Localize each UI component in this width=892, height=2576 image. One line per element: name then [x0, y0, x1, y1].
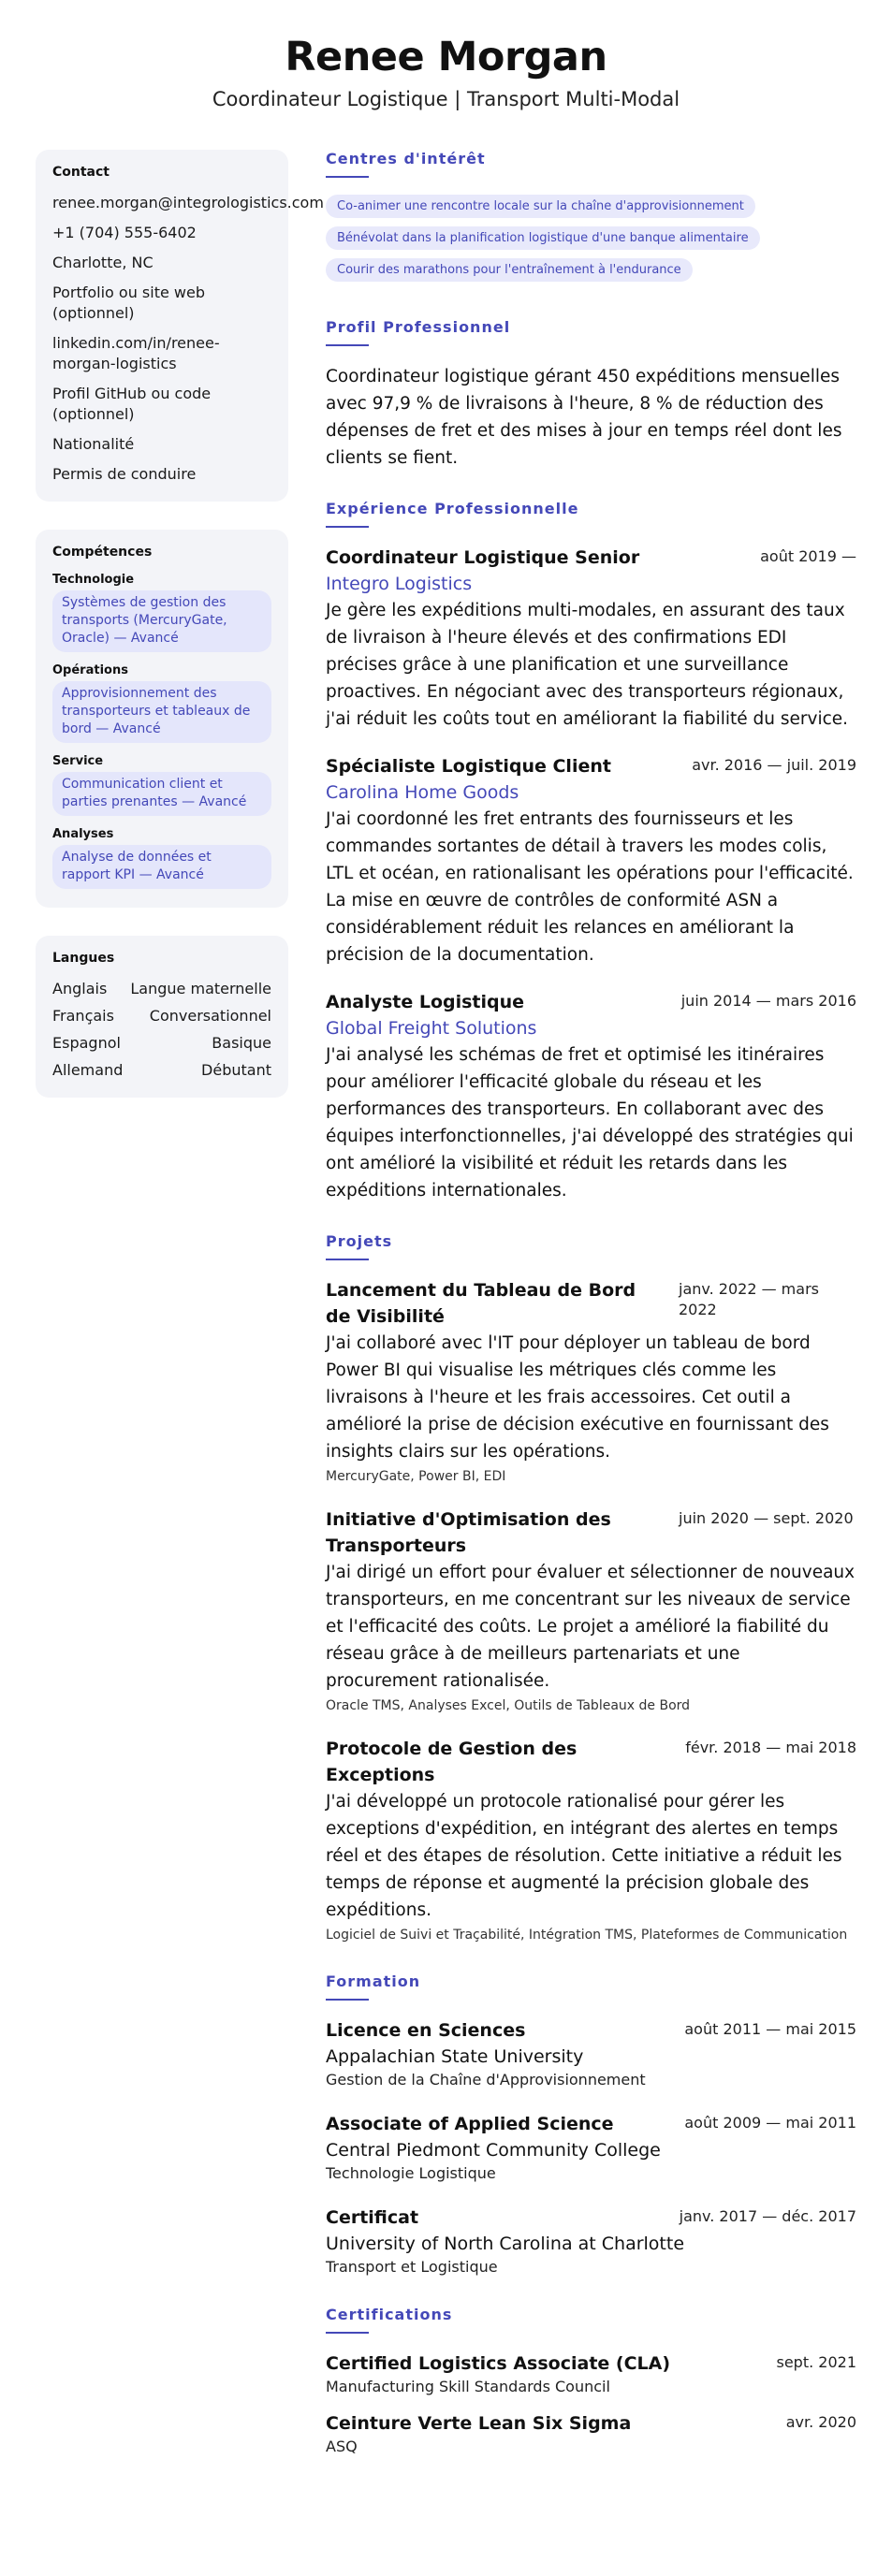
project-date: févr. 2018 — mai 2018	[685, 1739, 856, 1756]
skill-pill: Approvisionnement des transporteurs et tableaux de bord — Avancé	[52, 681, 271, 743]
school-name: Appalachian State University	[326, 2046, 584, 2067]
language-row	[52, 1006, 271, 1026]
contact-heading: Contact	[52, 165, 110, 180]
experience-entry	[326, 989, 856, 1204]
interest-pill: Courir des marathons pour l'entraînement à l'endurance	[326, 258, 693, 282]
skill-pill: Systèmes de gestion des transports (MercuryGate, Oracle) — Avancé	[52, 590, 271, 652]
sidebar	[36, 150, 324, 1126]
job-title: Analyste Logistique	[326, 992, 525, 1012]
interest-pill: Bénévolat dans la planification logistique d'une banque alimentaire	[326, 226, 760, 250]
degree-date: janv. 2017 — déc. 2017	[679, 2207, 856, 2225]
section-divider	[326, 344, 369, 346]
field-of-study: Gestion de la Chaîne d'Approvisionnement	[326, 2071, 646, 2088]
job-company: Carolina Home Goods	[326, 782, 519, 803]
project-title: Initiative d'Optimisation des Transporteurs	[326, 1509, 611, 1556]
contact-location: Charlotte, NC	[52, 254, 154, 271]
certification-date: sept. 2021	[776, 2353, 856, 2371]
interests-heading: Centres d'intérêt	[326, 150, 486, 167]
skill-category: Analyses	[52, 827, 114, 841]
language-row	[52, 1060, 271, 1081]
project-date: janv. 2022 — mars 2022	[679, 1280, 819, 1318]
section-divider	[326, 176, 369, 178]
experience-heading: Expérience Professionnelle	[326, 500, 579, 517]
education-entry	[326, 2111, 856, 2184]
interest-pill: Co-animer une rencontre locale sur la chaîne d'approvisionnement	[326, 195, 755, 218]
degree-date: août 2009 — mai 2011	[684, 2114, 856, 2132]
job-date: août 2019 —	[760, 547, 856, 565]
certification-date: avr. 2020	[785, 2413, 856, 2431]
job-date: juin 2014 — mars 2016	[680, 992, 856, 1010]
section-divider	[326, 526, 369, 528]
job-company: Global Freight Solutions	[326, 1018, 537, 1039]
contact-nationality: Nationalité	[52, 435, 135, 453]
profile-section	[326, 318, 856, 472]
school-name: Central Piedmont Community College	[326, 2140, 661, 2161]
skill-category: Technologie	[52, 573, 135, 587]
main-content	[326, 150, 856, 2485]
contact-phone: +1 (704) 555-6402	[52, 224, 197, 241]
degree-title: Certificat	[326, 2207, 419, 2228]
field-of-study: Technologie Logistique	[326, 2164, 496, 2182]
section-divider	[326, 1259, 369, 1260]
certification-entry	[326, 2350, 856, 2397]
projects-section	[326, 1232, 856, 1944]
resume-columns	[36, 150, 856, 2485]
skill-category: Opérations	[52, 663, 128, 677]
contact-email[interactable]: renee.morgan@integrologistics.com	[52, 194, 324, 211]
project-title: Lancement du Tableau de Bord de Visibilité	[326, 1280, 636, 1327]
project-tech: Oracle TMS, Analyses Excel, Outils de Tableaux de Bord	[326, 1698, 691, 1713]
job-title: Spécialiste Logistique Client	[326, 756, 611, 777]
skill-pill: Analyse de données et rapport KPI — Avancé	[52, 845, 271, 889]
certification-org: Manufacturing Skill Standards Council	[326, 2378, 610, 2395]
languages-heading: Langues	[52, 951, 115, 966]
certification-name: Ceinture Verte Lean Six Sigma	[326, 2413, 632, 2434]
interests-section	[326, 150, 856, 290]
degree-title: Licence en Sciences	[326, 2020, 526, 2041]
job-date: avr. 2016 — juil. 2019	[692, 756, 856, 774]
job-description: J'ai analysé les schémas de fret et optimisé les itinéraires pour améliorer l'efficacité globale du réseau et les performances des transporteurs. En collaborant avec des équipes interfonctionnelles, j'ai développé des stratégies qui ont amélioré la visibilité et réduit les retards dans les expéditions internationales.	[326, 1045, 854, 1201]
certification-org: ASQ	[326, 2438, 358, 2455]
education-entry	[326, 2205, 856, 2278]
certification-entry	[326, 2410, 856, 2457]
project-entry	[326, 1277, 856, 1486]
profile-heading: Profil Professionnel	[326, 318, 511, 336]
project-entry	[326, 1506, 856, 1715]
job-company: Integro Logistics	[326, 574, 473, 594]
contact-license: Permis de conduire	[52, 465, 197, 483]
contact-website[interactable]: Portfolio ou site web (optionnel)	[52, 284, 205, 322]
degree-title: Associate of Applied Science	[326, 2114, 614, 2134]
contact-github[interactable]: Profil GitHub ou code (optionnel)	[52, 385, 212, 423]
projects-heading: Projets	[326, 1232, 393, 1250]
project-date: juin 2020 — sept. 2020	[679, 1509, 854, 1527]
resume-header	[36, 0, 856, 150]
project-description: J'ai dirigé un effort pour évaluer et sélectionner de nouveaux transporteurs, en me concentrant sur les niveaux de service et l'efficacité des coûts. Le projet a amélioré la fiabilité du réseau grâce à de meilleurs partenariats et une procurement rationalisée.	[326, 1563, 855, 1691]
project-title: Protocole de Gestion des Exceptions	[326, 1739, 578, 1785]
interests-list	[326, 195, 856, 290]
language-row	[52, 979, 271, 999]
project-entry	[326, 1736, 856, 1944]
section-divider	[326, 1999, 369, 2001]
language-name: Français	[52, 1007, 114, 1025]
certifications-section	[326, 2306, 856, 2457]
education-section	[326, 1972, 856, 2278]
experience-section	[326, 500, 856, 1204]
job-title: Coordinateur Logistique Senior	[326, 547, 640, 568]
skills-card	[36, 530, 288, 908]
language-row	[52, 1033, 271, 1054]
language-level: Conversationnel	[149, 1007, 271, 1025]
language-level: Basique	[212, 1034, 271, 1052]
project-description: J'ai développé un protocole rationalisé pour gérer les exceptions d'expédition, en intégrant des alertes en temps réel et des étapes de résolution. Cette initiative a réduit les temps de réponse et augmenté la précision globale des expéditions.	[326, 1792, 842, 1920]
contact-card	[36, 150, 324, 502]
languages-card	[36, 936, 288, 1098]
language-name: Anglais	[52, 980, 108, 997]
education-entry	[326, 2017, 856, 2090]
skills-heading: Compétences	[52, 545, 153, 560]
school-name: University of North Carolina at Charlotte	[326, 2234, 685, 2254]
job-description: J'ai coordonné les fret entrants des fournisseurs et les commandes sortantes de détail à travers les modes colis, LTL et océan, en rationalisant les opérations pour l'efficacité. La mise en œuvre de contrôles de conformité ASN a considérablement réduit les relances en améliorant la précision de la documentation.	[326, 809, 854, 965]
project-tech: Logiciel de Suivi et Traçabilité, Intégration TMS, Plateformes de Communication	[326, 1928, 848, 1943]
language-level: Débutant	[201, 1061, 271, 1079]
language-name: Espagnol	[52, 1034, 121, 1052]
profile-text: Coordinateur logistique gérant 450 expéditions mensuelles avec 97,9 % de livraisons à l'heure, 8 % de réduction des dépenses de fret et des mises à jour en temps réel dont les clients se fient.	[326, 367, 842, 468]
section-divider	[326, 2332, 369, 2334]
certifications-heading: Certifications	[326, 2306, 453, 2323]
experience-entry	[326, 753, 856, 968]
education-heading: Formation	[326, 1972, 421, 1990]
field-of-study: Transport et Logistique	[326, 2258, 498, 2276]
certification-name: Certified Logistics Associate (CLA)	[326, 2353, 671, 2374]
experience-entry	[326, 545, 856, 733]
candidate-title: Coordinateur Logistique | Transport Multi-Modal	[212, 88, 680, 110]
skill-pill: Communication client et parties prenantes — Avancé	[52, 772, 271, 816]
job-description: Je gère les expéditions multi-modales, en assurant des taux de livraison à l'heure élevés et des confirmations EDI précises grâce à une planification et une surveillance proactives. En négociant avec des transporteurs régionaux, j'ai réduit les coûts tout en améliorant la fiabilité du service.	[326, 601, 849, 729]
degree-date: août 2011 — mai 2015	[684, 2020, 856, 2038]
project-tech: MercuryGate, Power BI, EDI	[326, 1469, 506, 1484]
contact-linkedin[interactable]: linkedin.com/in/renee-morgan-logistics	[52, 334, 220, 372]
project-description: J'ai collaboré avec l'IT pour déployer un tableau de bord Power BI qui visualise les métriques clés comme les livraisons à l'heure et les frais accessoires. Cet outil a amélioré la prise de décision exécutive en fournissant des insights clairs sur les opérations.	[326, 1333, 829, 1462]
skill-category: Service	[52, 754, 104, 768]
language-level: Langue maternelle	[130, 980, 271, 997]
language-name: Allemand	[52, 1061, 124, 1079]
candidate-name: Renee Morgan	[285, 34, 607, 80]
